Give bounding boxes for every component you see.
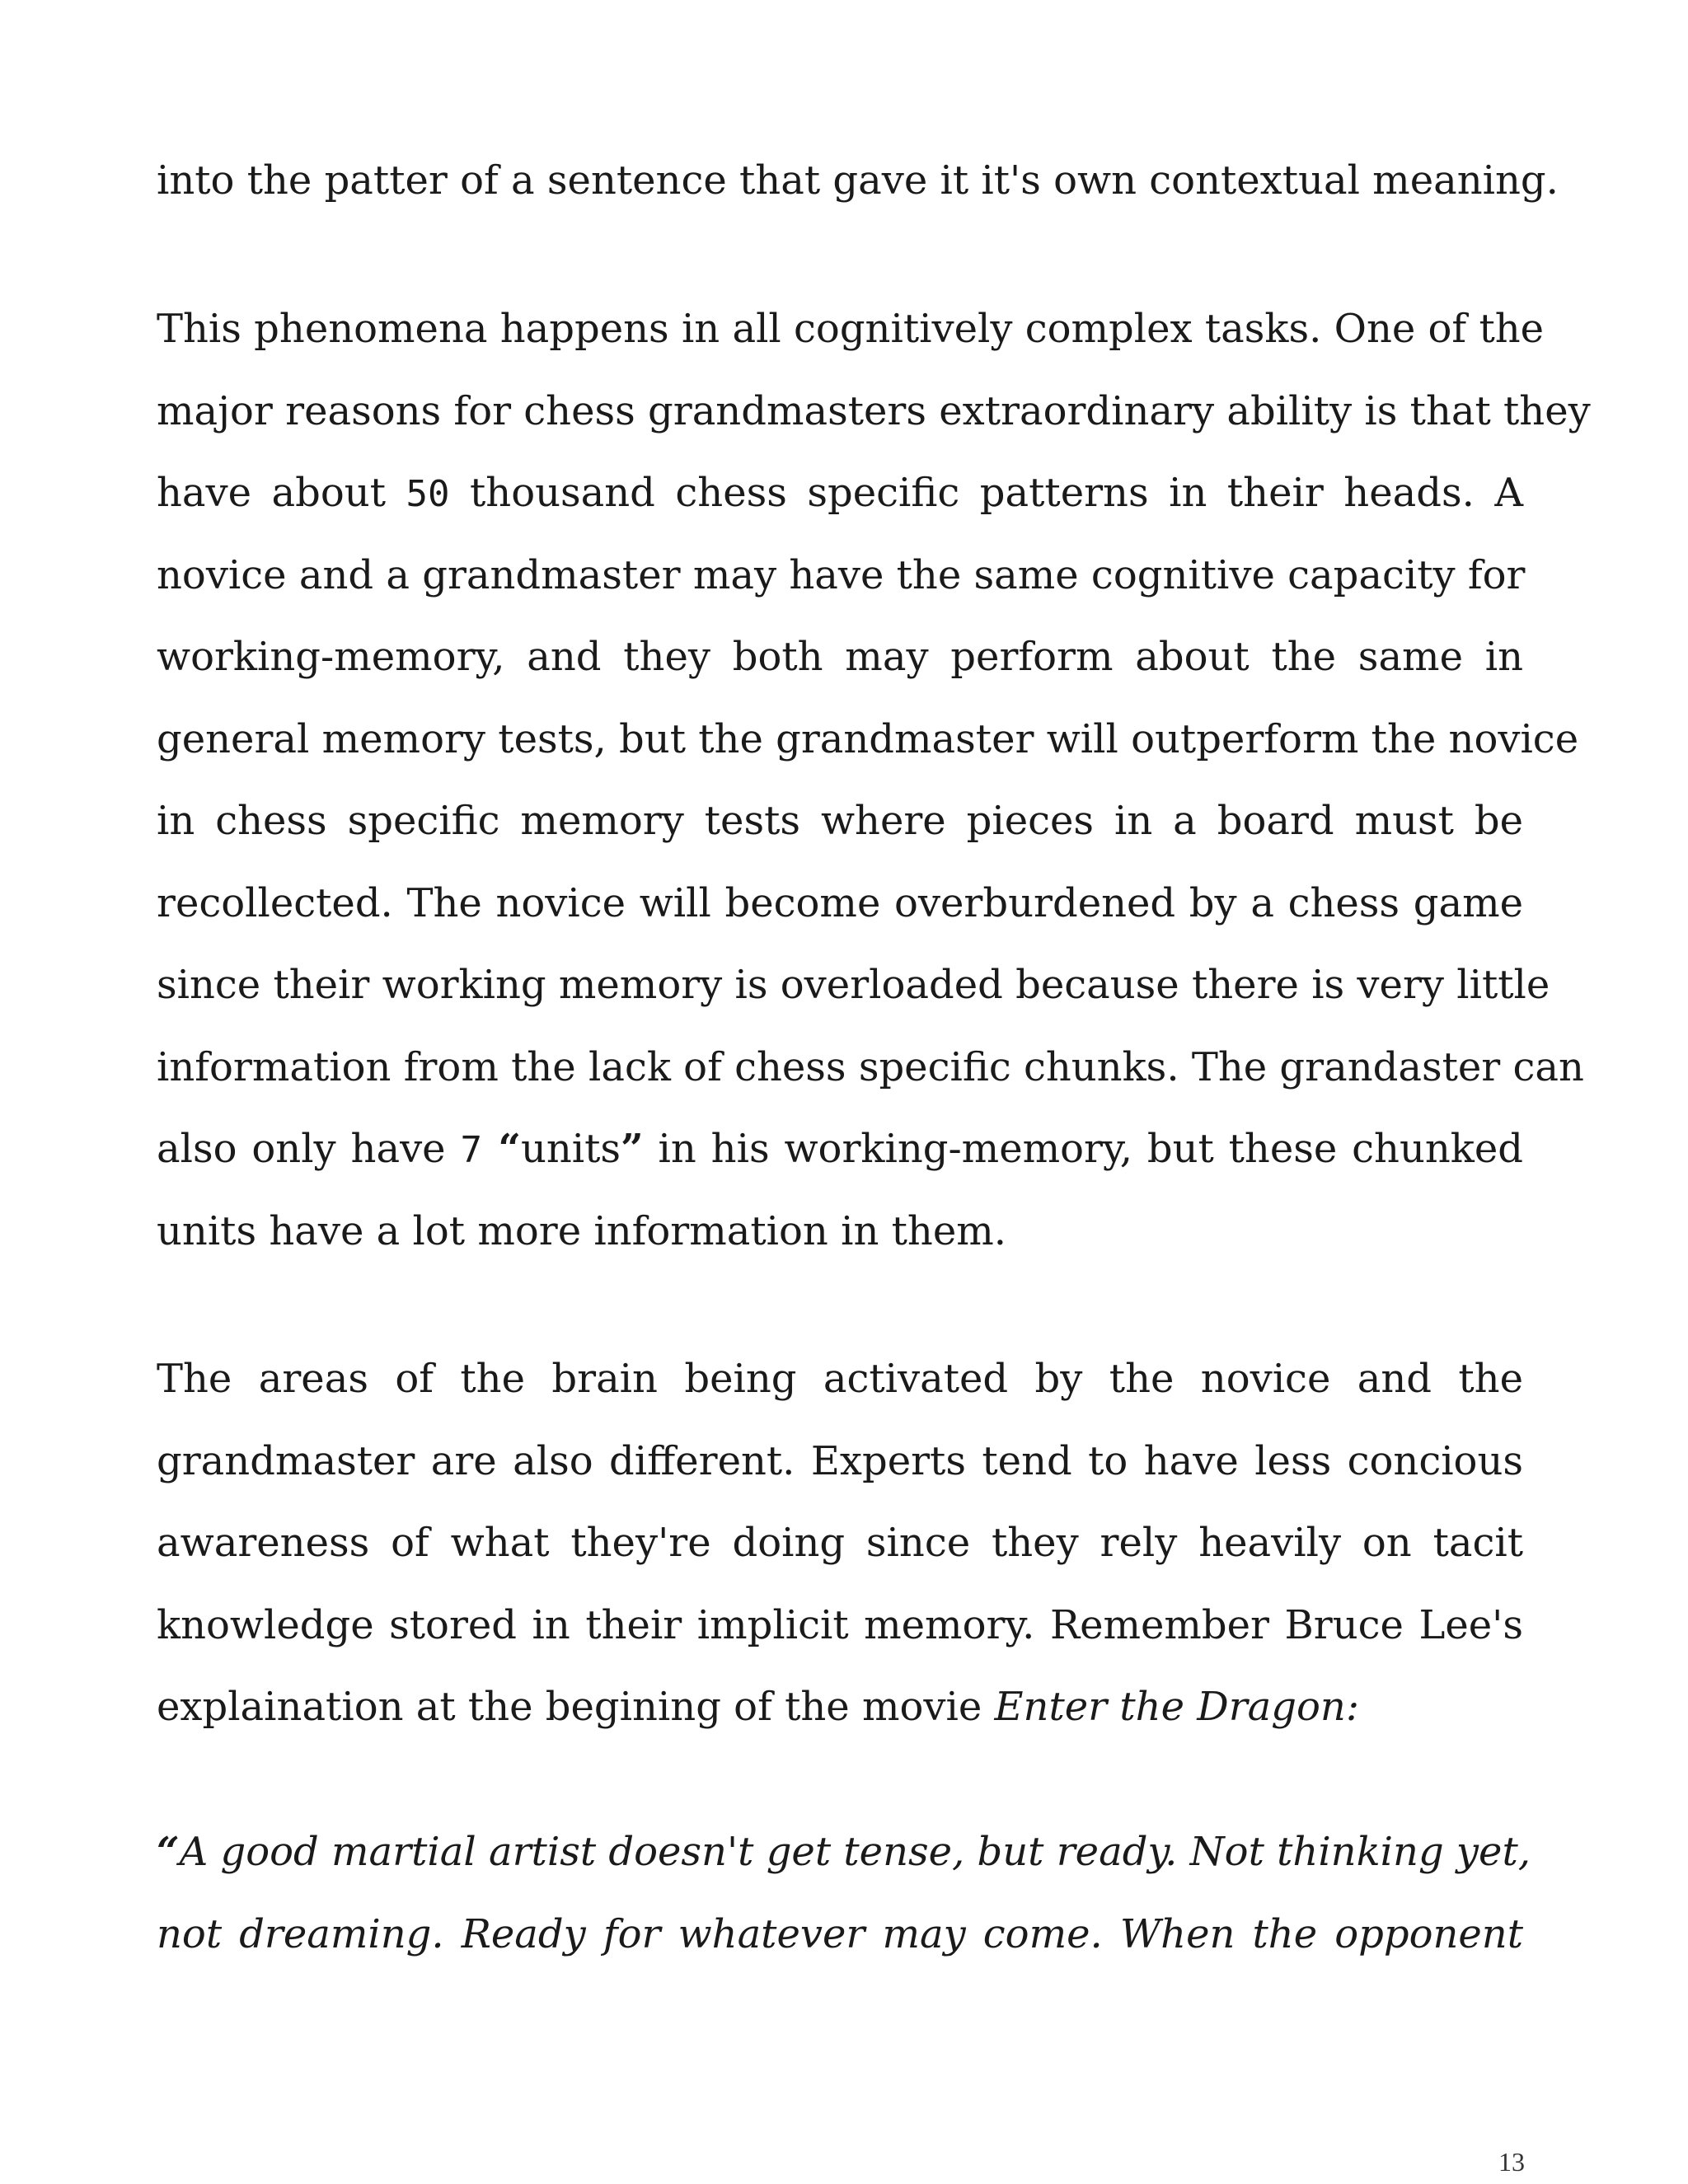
paragraph-line: major reasons for chess grandmasters extraordinary ability is that they [157, 387, 1591, 434]
paragraph-line: This phenomena happens in all cognitively complex tasks. One of the [157, 306, 1545, 352]
paragraph-line [157, 1666, 1523, 1749]
paragraph-chess-grandmasters [157, 288, 1591, 1272]
paragraph-line: recollected. The novice will become overburdened by a chess game [157, 879, 1523, 926]
paragraph-line: information from the lack of chess specific chunks. The grandaster can [157, 1043, 1584, 1090]
paragraph-line [157, 452, 1523, 535]
paragraph-line: since their working memory is overloaded because there is very little [157, 962, 1550, 1008]
text-run: also only have [157, 1126, 461, 1172]
close-quote-mark: ” [621, 1126, 644, 1172]
number-fifty: 50 [406, 473, 450, 515]
paragraph-line: not dreaming. Ready for whatever may come. When the opponent [157, 1910, 1523, 1957]
text-run: in his working-memory, but these chunked [643, 1126, 1524, 1172]
paragraph-line [157, 1811, 1531, 1894]
paragraph-continuation [157, 140, 1559, 223]
paragraph-brain-areas [157, 1338, 1523, 1749]
paragraph-line: into the patter of a sentence that gave it it's own contextual meaning. [157, 157, 1559, 204]
paragraph-line: working-memory, and they both may perform about the same in [157, 634, 1523, 680]
paragraph-line: units have a lot more information in them. [157, 1207, 1006, 1254]
text-run: have about [157, 470, 406, 516]
text-run: explaination at the begining of the movie [157, 1684, 995, 1730]
text-run: thousand chess specific patterns in their heads. A [449, 470, 1524, 516]
paragraph-quote [157, 1811, 1531, 1975]
number-seven: 7 [460, 1129, 482, 1171]
quoted-word: units [520, 1126, 621, 1172]
paragraph-line: general memory tests, but the grandmaster will outperform the novice [157, 715, 1579, 762]
page-number: 13 [1498, 2147, 1525, 2177]
movie-title: Enter the Dragon: [994, 1684, 1359, 1730]
text-run: A good martial artist doesn't get tense, but ready. Not thinking yet, [179, 1829, 1531, 1875]
paragraph-line: awareness of what they're doing since they rely heavily on tacit [157, 1520, 1523, 1566]
paragraph-line: novice and a grandmaster may have the same cognitive capacity for [157, 551, 1526, 598]
open-quote-mark: “ [481, 1126, 521, 1172]
open-quote-mark: “ [157, 1829, 180, 1875]
paragraph-line: in chess specific memory tests where pieces in a board must be [157, 798, 1523, 844]
paragraph-line: grandmaster are also different. Experts tend to have less concious [157, 1437, 1523, 1484]
paragraph-line: knowledge stored in their implicit memory. Remember Bruce Lee's [157, 1601, 1523, 1648]
paragraph-line: The areas of the brain being activated by the novice and the [157, 1356, 1523, 1402]
paragraph-line [157, 1108, 1523, 1191]
